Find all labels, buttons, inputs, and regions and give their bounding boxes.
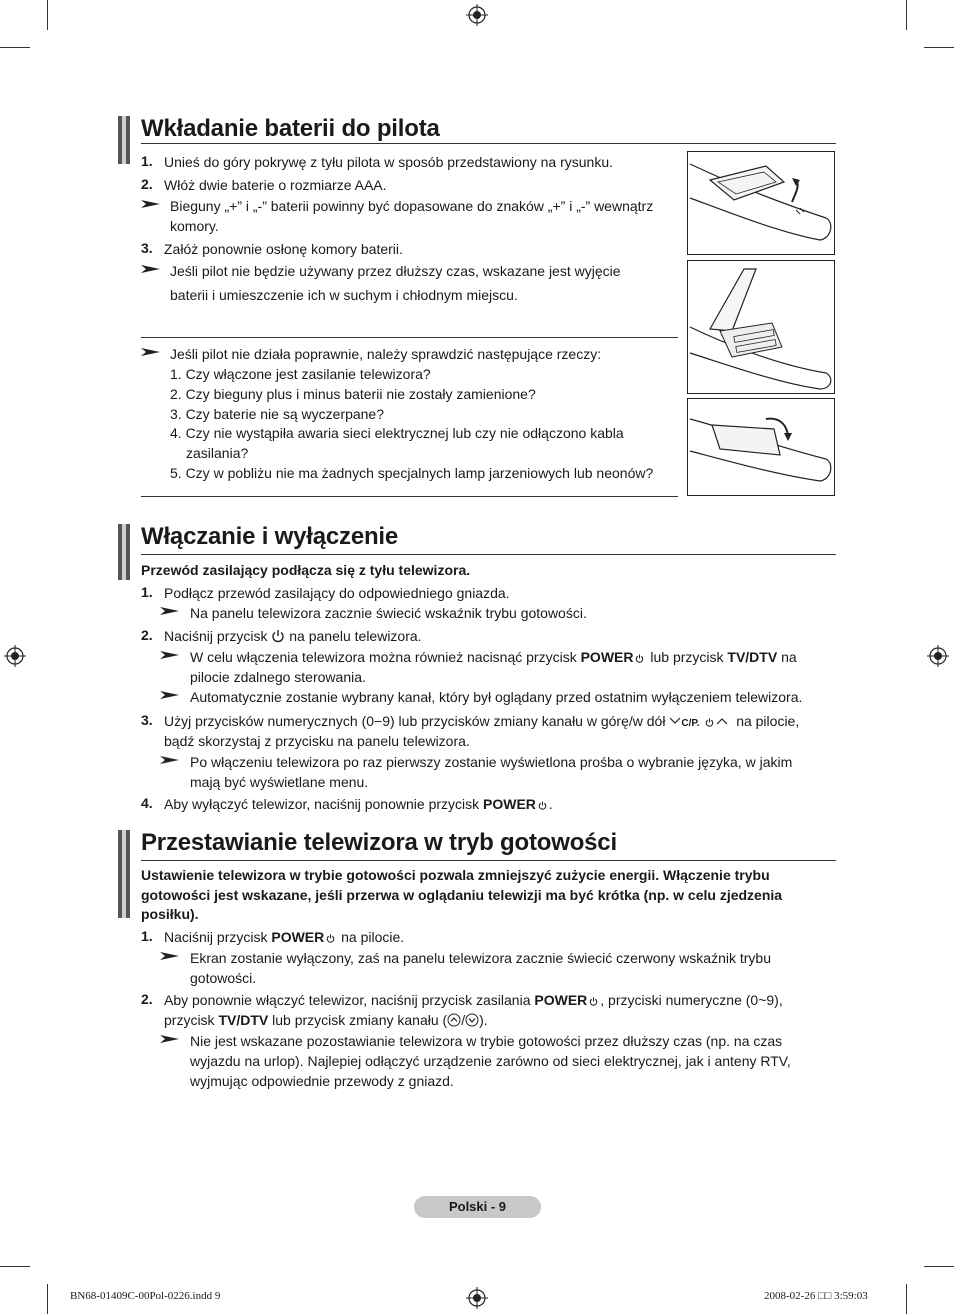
step-text (164, 1011, 488, 1029)
note-text: Jeśli pilot nie działa poprawnie, należy sprawdzić następujące rzeczy: (170, 346, 602, 362)
print-slug-timestamp: 2008-02-26 □□ 3:59:03 (764, 1290, 868, 1302)
step-text: Włóż dwie baterie o rozmiarze AAA. (164, 177, 387, 193)
note-text: Na panelu telewizora zacznie świecić wskaźnik trybu gotowości. (190, 605, 587, 621)
step-text-part: na panelu telewizora. (289, 628, 422, 644)
note-text: Automatycznie zostanie wybrany kanał, który był oglądany przed ostatnim wyłączeniem telewizora. (190, 689, 803, 705)
chevron-up-icon (716, 716, 728, 726)
step-text-part: lub przycisk zmiany kanału ( (272, 1012, 448, 1028)
divider (141, 337, 678, 338)
note-arrow-icon (160, 690, 180, 700)
step-text-part: Naciśnij przycisk (164, 628, 268, 644)
checklist-item: 1. Czy włączone jest zasilanie telewizora? (170, 366, 431, 382)
note-arrow-icon (160, 1034, 180, 1044)
print-slug-filename: BN68-01409C-00Pol-0226.indd 9 (70, 1290, 221, 1302)
step-text-part: Aby ponownie włączyć telewizor, naciśnij przycisk zasilania (164, 992, 531, 1008)
step-number: 2. (141, 627, 153, 643)
checklist-item: 2. Czy bieguny plus i minus baterii nie zostały zamienione? (170, 386, 536, 402)
note-arrow-icon (160, 650, 180, 660)
note-arrow-icon (141, 347, 161, 357)
step-text-part: , przyciski numeryczne (0~9), (600, 992, 783, 1008)
note-text: pilocie zdalnego sterowania. (190, 669, 366, 685)
step-text-part: Aby wyłączyć telewizor, naciśnij ponownie przycisk (164, 796, 480, 812)
power-icon (589, 997, 598, 1006)
crop-mark (924, 1266, 954, 1267)
step-number: 2. (141, 176, 153, 192)
checklist-item: 4. Czy nie wystąpiła awaria sieci elektrycznej lub czy nie odłączono kabla (170, 425, 624, 441)
cp-button-label: C/P. (681, 718, 700, 729)
power-icon (705, 718, 714, 727)
note-arrow-icon (141, 264, 161, 274)
section-rule (141, 143, 836, 144)
note-text: mają być wyświetlane menu. (190, 774, 369, 790)
checklist-item: zasilania? (186, 445, 249, 461)
note-text: Bieguny „+” i „-” baterii powinny być dopasowane do znaków „+” i „-” wewnątrz (170, 198, 654, 214)
section-title: Wkładanie baterii do pilota (141, 115, 440, 142)
note-text-part: W celu włączenia telewizora można również nacisnąć przycisk (190, 649, 577, 665)
note-text: wyjazdu na urlop). Najlepiej odłączyć urządzenie zarówno od sieci elektrycznej, jak i anteny RTV, (190, 1053, 791, 1069)
note-text: Ekran zostanie wyłączony, zaś na panelu telewizora zacznie świecić czerwony wskaźnik trybu (190, 950, 771, 966)
checklist-item: 3. Czy baterie nie są wyczerpane? (170, 406, 384, 422)
section-title: Przestawianie telewizora w tryb gotowości (141, 829, 617, 856)
crop-mark (0, 47, 30, 48)
note-arrow-icon (141, 199, 161, 209)
step-text (164, 795, 553, 813)
power-icon (326, 934, 335, 943)
crop-mark (924, 47, 954, 48)
crop-mark (906, 1284, 907, 1314)
step-text-part: Użyj przycisków numerycznych (0−9) lub przycisków zmiany kanału w górę/w dół (164, 713, 666, 729)
note-text: baterii i umieszczenie ich w suchym i chłodnym miejscu. (170, 287, 518, 303)
power-button-label: POWER (534, 992, 588, 1008)
step-text-part: przycisk (164, 1012, 215, 1028)
section-bar (118, 830, 130, 918)
remote-battery-compartment-illustration (687, 260, 835, 394)
step-number: 3. (141, 712, 153, 728)
remote-cover-lift-illustration (687, 151, 835, 255)
step-text-part: . (548, 796, 553, 812)
step-text (164, 928, 404, 946)
step-text: Unieś do góry pokrywę z tyłu pilota w sposób przedstawiony na rysunku. (164, 154, 613, 170)
channel-down-icon (465, 1013, 479, 1027)
note-arrow-icon (160, 606, 180, 616)
chevron-down-icon (669, 716, 681, 726)
registration-mark-icon (466, 1287, 488, 1309)
registration-mark-icon (927, 645, 949, 667)
note-text: wyjmując odpowiednie przewody z gniazd. (190, 1073, 454, 1089)
step-number: 1. (141, 928, 153, 944)
note-arrow-icon (160, 755, 180, 765)
section-rule (141, 860, 836, 861)
step-text: Podłącz przewód zasilający do odpowiedniego gniazda. (164, 585, 510, 601)
step-number: 3. (141, 240, 153, 256)
power-icon (538, 801, 547, 810)
note-text-part: lub przycisk (650, 649, 724, 665)
note-text-part: na (781, 649, 797, 665)
section-title: Włączanie i wyłączenie (141, 523, 399, 550)
step-text-part: na pilocie, (736, 713, 800, 729)
crop-mark (906, 0, 907, 30)
section-bar (118, 116, 130, 164)
note-text: Jeśli pilot nie będzie używany przez dłuższy czas, wskazane jest wyjęcie (170, 263, 621, 279)
checklist-item: 5. Czy w pobliżu nie ma żadnych specjalnych lamp jarzeniowych lub neonów? (170, 465, 654, 481)
power-button-label: POWER (580, 649, 634, 665)
registration-mark-icon (4, 645, 26, 667)
step-text-part: Naciśnij przycisk (164, 929, 268, 945)
power-button-label: POWER (483, 796, 536, 812)
section-intro: Przewód zasilający podłącza się z tyłu telewizora. (141, 562, 471, 578)
remote-cover-close-illustration (687, 398, 835, 496)
registration-mark-icon (466, 4, 488, 26)
tvdtv-button-label: TV/DTV (727, 649, 778, 665)
step-text: bądź skorzystaj z przycisku na panelu telewizora. (164, 733, 470, 749)
step-text-part: / (461, 1012, 466, 1028)
power-icon (635, 654, 644, 663)
step-text (164, 712, 799, 733)
divider (141, 496, 678, 497)
power-button-label: POWER (271, 929, 325, 945)
note-text: Po włączeniu telewizora po raz pierwszy zostanie wyświetlona prośba o wybranie języka, w jakim (190, 754, 793, 770)
step-number: 1. (141, 153, 153, 169)
section-intro: Ustawienie telewizora w trybie gotowości pozwala zmniejszyć zużycie energii. Włączenie trybu (141, 867, 770, 883)
section-bar (118, 524, 130, 580)
section-intro: posiłku). (141, 906, 199, 922)
step-text: Załóż ponownie osłonę komory baterii. (164, 241, 403, 257)
power-icon (271, 629, 285, 643)
note-text: Nie jest wskazane pozostawianie telewizora w trybie gotowości przez dłuższy czas (np. na czas (190, 1033, 783, 1049)
step-number: 2. (141, 991, 153, 1007)
step-number: 1. (141, 584, 153, 600)
section-intro: gotowości jest wskazane, jeśli przerwa w oglądaniu telewizji ma być krótka (np. w celu zjedzenia (141, 887, 783, 903)
section-rule (141, 554, 836, 555)
tvdtv-button-label: TV/DTV (218, 1012, 269, 1028)
crop-mark (47, 0, 48, 30)
note-text (190, 648, 797, 666)
channel-up-icon (447, 1013, 461, 1027)
crop-mark (0, 1266, 30, 1267)
step-text-part: ). (479, 1012, 488, 1028)
step-text (164, 991, 783, 1009)
note-arrow-icon (160, 951, 180, 961)
crop-mark (47, 1284, 48, 1314)
note-text: gotowości. (190, 970, 257, 986)
step-text-part: na pilocie. (341, 929, 405, 945)
step-text (164, 627, 422, 645)
page-number-badge: Polski - 9 (414, 1196, 541, 1218)
step-number: 4. (141, 795, 153, 811)
note-text: komory. (170, 218, 219, 234)
